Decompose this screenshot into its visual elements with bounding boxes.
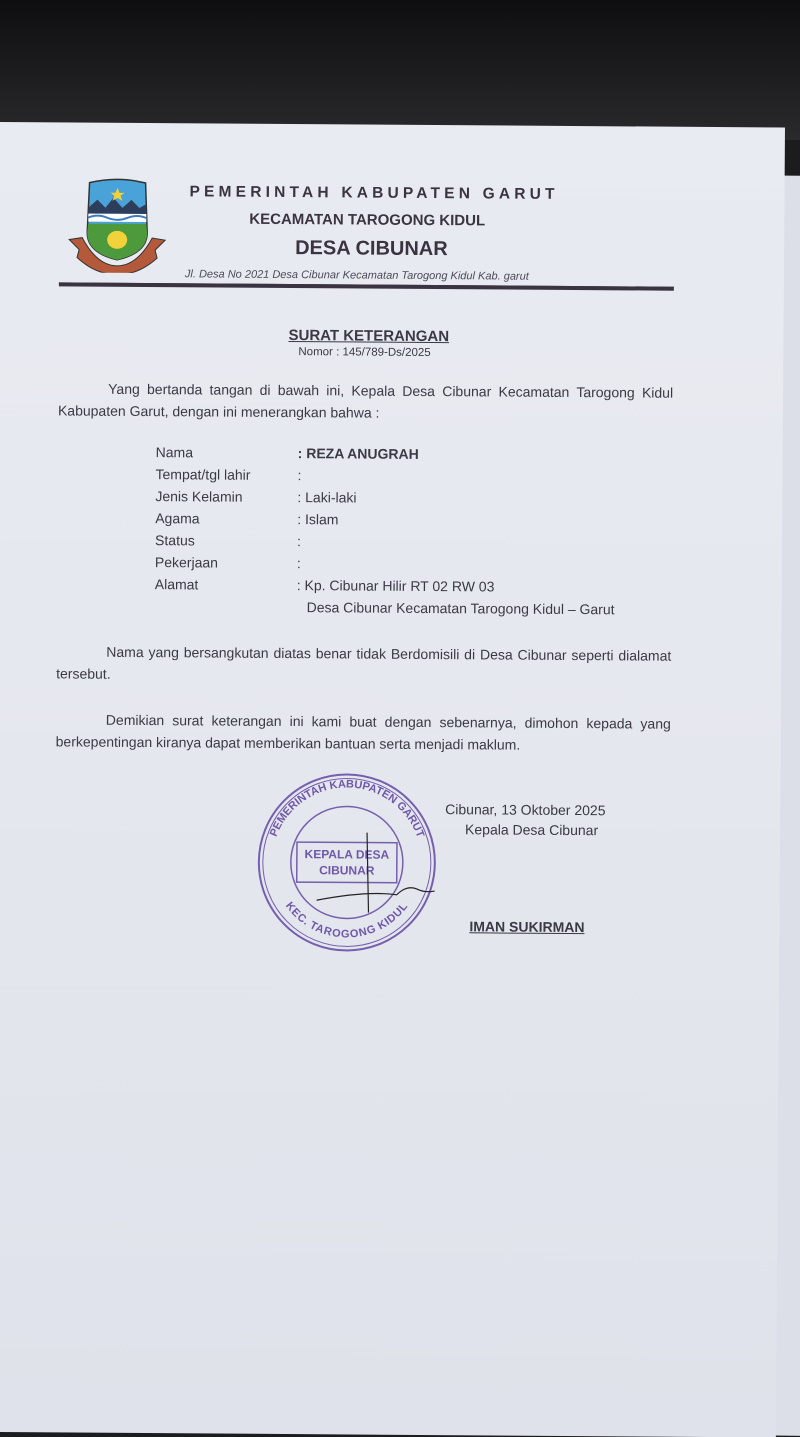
field-value-birth: : bbox=[297, 467, 302, 484]
letterhead-divider bbox=[59, 282, 674, 290]
field-value-gender: : Laki-laki bbox=[297, 489, 357, 506]
field-label-religion: Agama bbox=[155, 510, 200, 527]
letterhead-address: Jl. Desa No 2021 Desa Cibunar Kecamatan Tarogong Kidul Kab. garut bbox=[184, 268, 529, 283]
svg-text:CIBUNAR: CIBUNAR bbox=[319, 863, 375, 878]
svg-text:KEPALA DESA: KEPALA DESA bbox=[304, 847, 390, 862]
letterhead-government: PEMERINTAH KABUPATEN GARUT bbox=[189, 183, 559, 203]
intro-paragraph: Yang bertanda tangan di bawah ini, Kepala Desa Cibunar Kecamatan Tarogong Kidul Kabupaten Garut, dengan ini menerangkan bahwa : bbox=[57, 380, 674, 421]
letterhead-district: KECAMATAN TAROGONG KIDUL bbox=[249, 210, 486, 230]
letter-document bbox=[0, 122, 785, 1437]
svg-text:PEMERINTAH KABUPATEN GARUT: PEMERINTAH KABUPATEN GARUT bbox=[267, 778, 427, 840]
document-number: Nomor : 145/789-Ds/2025 bbox=[298, 346, 431, 360]
field-label-occupation: Pekerjaan bbox=[154, 554, 219, 571]
field-value-religion: : Islam bbox=[297, 511, 339, 528]
field-value-address: : Kp. Cibunar Hilir RT 02 RW 03 bbox=[296, 577, 495, 595]
field-label-gender: Jenis Kelamin bbox=[155, 488, 243, 505]
domicile-paragraph: Nama yang bersangkutan diatas benar tidak Berdomisili di Desa Cibunar seperti dialamat tersebut. bbox=[56, 643, 672, 682]
letterhead-village: DESA CIBUNAR bbox=[295, 237, 448, 261]
svg-text:KEC. TAROGONG KIDUL: KEC. TAROGONG KIDUL bbox=[282, 900, 411, 941]
signature-place-date: Cibunar, 13 Oktober 2025 bbox=[445, 801, 606, 819]
field-label-status: Status bbox=[155, 532, 195, 549]
field-value-occupation: : bbox=[296, 555, 301, 572]
field-value-status: : bbox=[297, 533, 302, 550]
closing-paragraph: Demikian surat keterangan ini kami buat dengan sebenarnya, dimohon kepada yang berkepentingan kiranya dapat memberikan bantuan serta menjadi maklum. bbox=[55, 711, 671, 753]
official-stamp bbox=[256, 772, 437, 953]
field-value-nama: : REZA ANUGRAH bbox=[297, 445, 419, 462]
field-label-birth: Tempat/tgl lahir bbox=[155, 466, 251, 483]
document-title: SURAT KETERANGAN bbox=[288, 327, 450, 346]
field-value-address-line2: Desa Cibunar Kecamatan Tarogong Kidul – Garut bbox=[306, 599, 615, 618]
field-label-address: Alamat bbox=[154, 576, 199, 593]
photo-background bbox=[0, 0, 800, 140]
garut-regency-logo-icon bbox=[67, 177, 168, 273]
signature-position: Kepala Desa Cibunar bbox=[465, 821, 599, 839]
field-label-nama: Nama bbox=[155, 444, 194, 461]
signatory-name: IMAN SUKIRMAN bbox=[469, 918, 585, 936]
